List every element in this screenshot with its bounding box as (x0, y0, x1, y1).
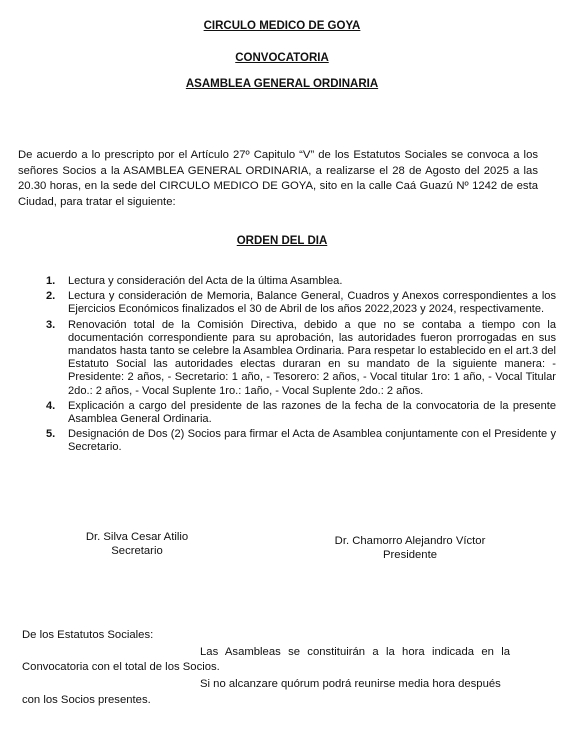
agenda-item-number: 1. (46, 275, 56, 287)
convocatoria-heading: CONVOCATORIA (235, 52, 329, 64)
agenda-title: ORDEN DEL DIA (236, 235, 328, 247)
secretary-name: Dr. Silva Cesar Atilio (85, 531, 189, 543)
secretary-signature-block (62, 530, 212, 558)
secretary-role: Secretario (111, 545, 163, 557)
president-role: Presidente (382, 549, 437, 561)
president-signature-block (310, 534, 510, 562)
agenda-item (46, 275, 556, 288)
agenda-item (46, 428, 556, 454)
agenda-item-text: Renovación total de la Comisión Directiva, debido a que no se contaba a tiempo con la documentación correspondiente para su aprobación, las autoridades fueron prorrogadas en sus mandatos hasta tanto se celebre la Asamblea Ordinaria. Para respetar lo establecido en el art.3 del Estatuto Social las autoridades electas duraran en su mandato de la siguiente manera: - Presidente: 2 años, - Secretario: 1 año, - Tesorero: 2 años, - Vocal titular 1ro: 1 año, - Vocal Titular 2do.: 2 años, - Vocal Suplente 1ro.: 1año, - Vocal Suplente 2do.: 2 años. (68, 318, 556, 397)
statutes-title: De los Estatutos Sociales: (22, 629, 154, 641)
agenda-item-number: 5. (46, 428, 56, 441)
president-name: Dr. Chamorro Alejandro Víctor (334, 535, 486, 547)
intro-paragraph: De acuerdo a lo prescripto por el Artículo 27º Capitulo “V” de los Estatutos Sociales se convoca a los señores Socios a la ASAMBLEA GENERAL ORDINARIA, a realizarse el 28 de Agosto del 2025 a las 20.30 horas, en la sede del CIRCULO MEDICO DE GOYA, sito en la calle Caá Guazú Nº 1242 de esta Ciudad, para tratar el siguiente: (18, 149, 538, 208)
agenda-item-number: 4. (46, 399, 56, 412)
agenda-item-text: Lectura y consideración del Acta de la última Asamblea. (68, 275, 343, 287)
org-name-heading: CIRCULO MEDICO DE GOYA (203, 20, 361, 32)
statutes-line-1: Las Asambleas se constituirán a la hora indicada en la (200, 646, 510, 658)
agenda-item-number: 3. (46, 318, 56, 331)
statutes-line-2: Convocatoria con el total de los Socios. (22, 661, 220, 673)
agenda-item (46, 319, 556, 398)
agenda-item (46, 400, 556, 426)
agenda-item-text: Designación de Dos (2) Socios para firmar el Acta de Asamblea conjuntamente con el Presidente y Secretario. (68, 428, 556, 454)
agenda-item-text: Lectura y consideración de Memoria, Balance General, Cuadros y Anexos correspondientes a los Ejercicios Económicos finalizados el 30 de Abril de los años 2022,2023 y 2024, respectivamente. (68, 290, 556, 316)
statutes-line-3: Si no alcanzare quórum podrá reunirse media hora después (200, 678, 501, 690)
assembly-heading: ASAMBLEA GENERAL ORDINARIA (185, 78, 379, 90)
statutes-line-4: con los Socios presentes. (22, 694, 151, 706)
agenda-item-text: Explicación a cargo del presidente de las razones de la fecha de la convocatoria de la presente Asamblea General Ordinaria. (68, 399, 556, 426)
agenda-item (46, 290, 556, 316)
agenda-list (46, 275, 556, 457)
agenda-item-number: 2. (46, 290, 56, 303)
